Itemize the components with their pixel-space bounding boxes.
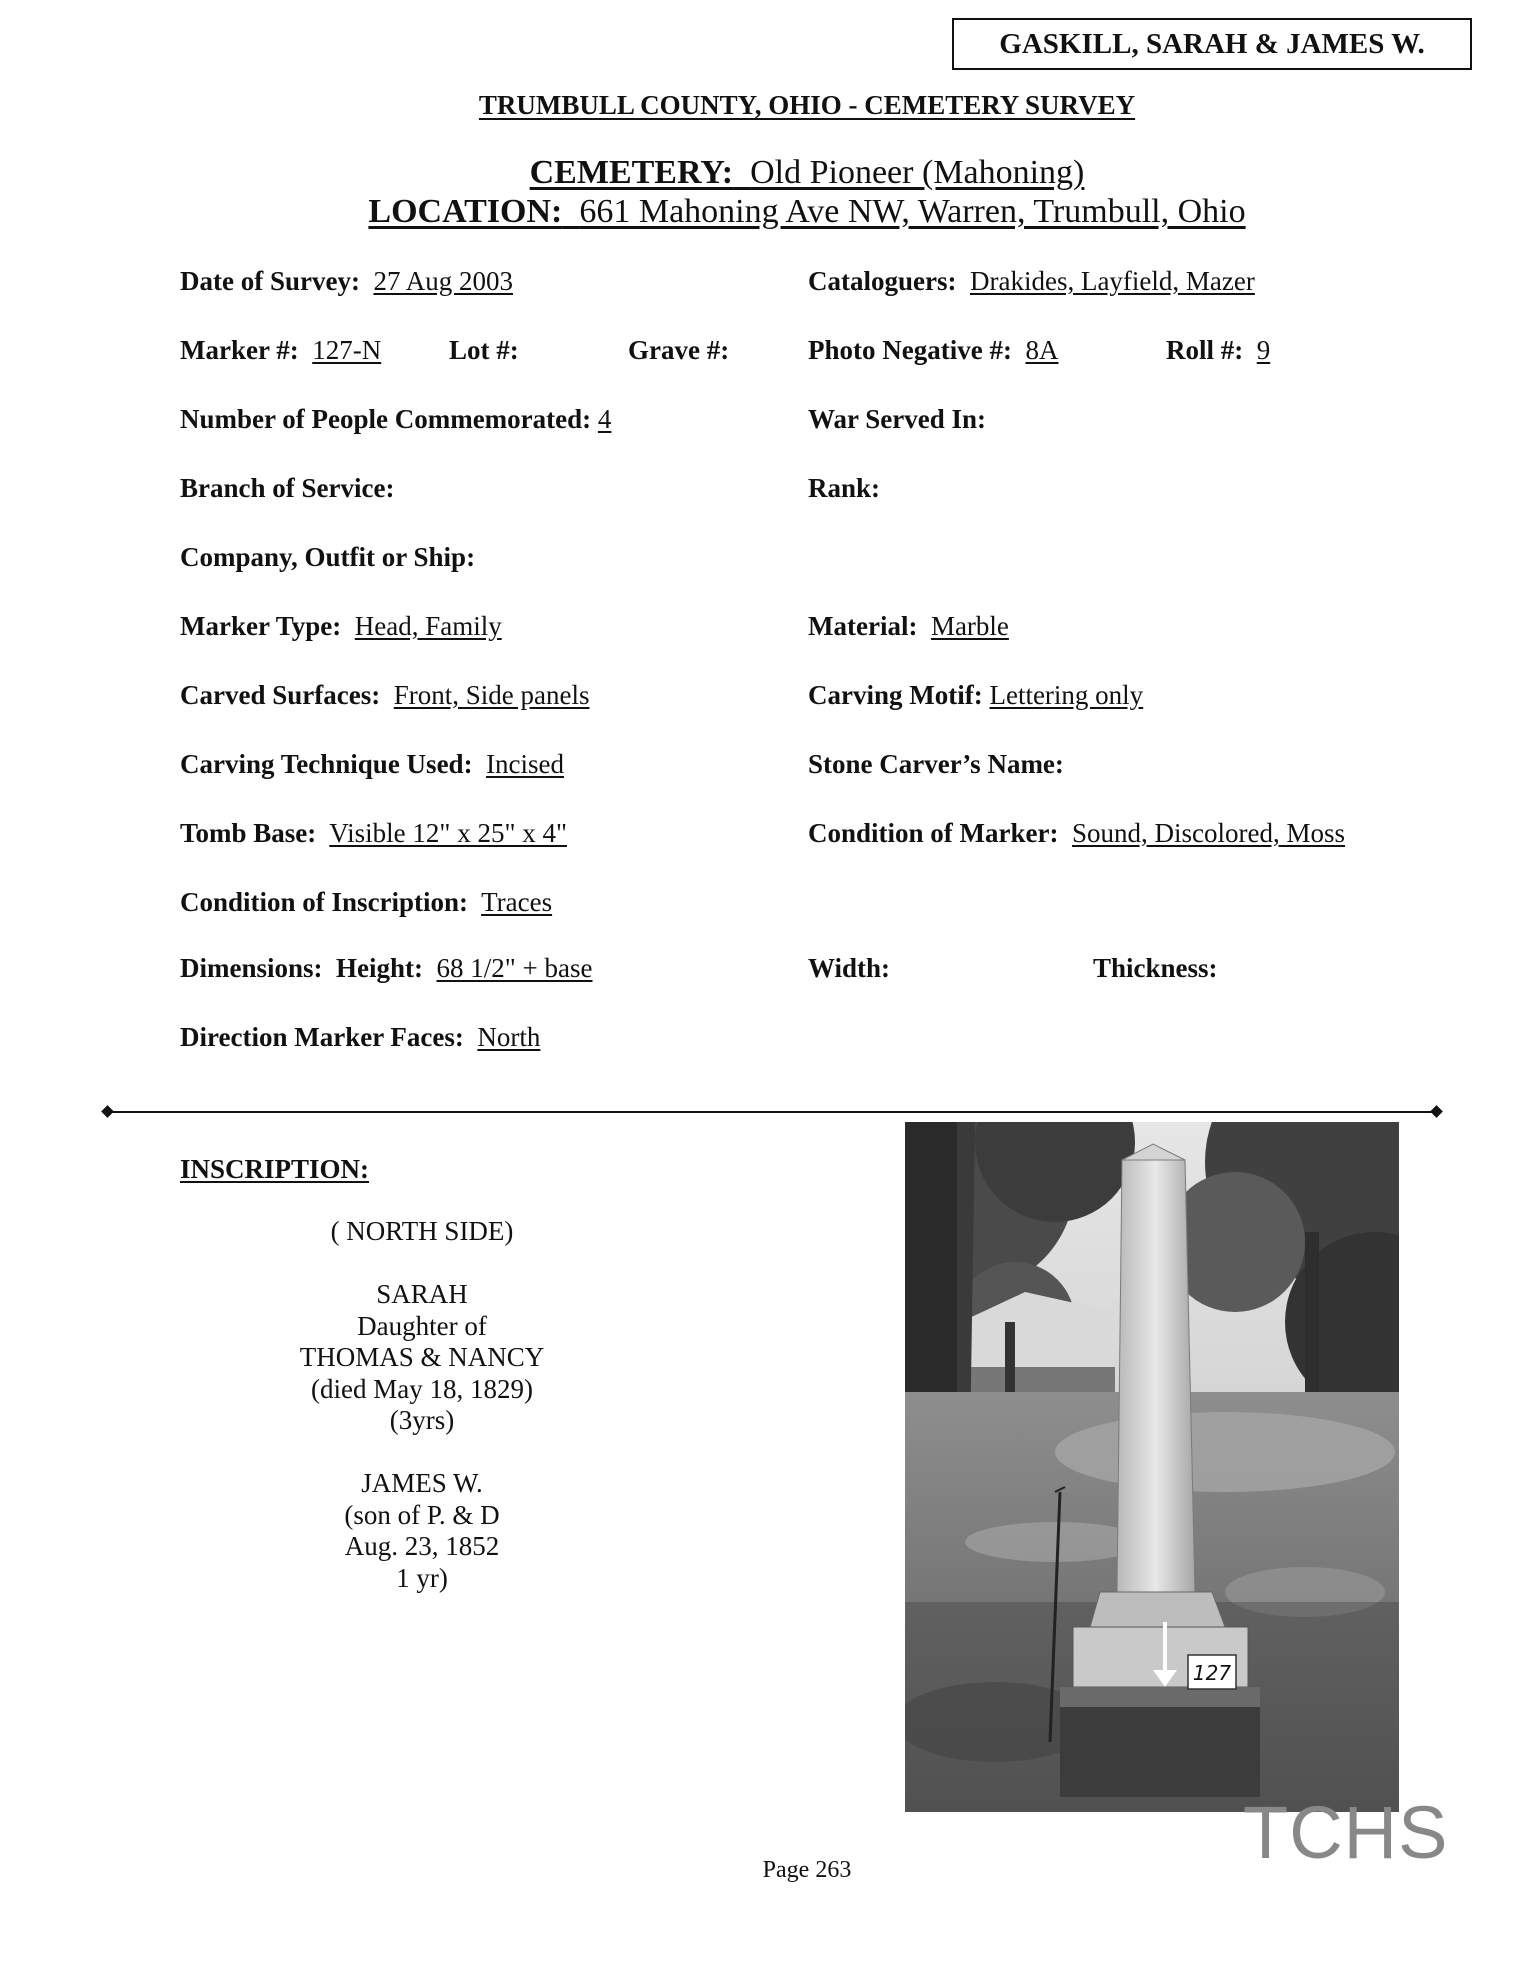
direction-label: Direction Marker Faces:	[180, 1022, 464, 1052]
direction-field	[180, 1022, 540, 1053]
carving-technique-value: Incised	[486, 749, 565, 779]
material-value: Marble	[930, 611, 1009, 641]
divider-diamond-left	[101, 1105, 114, 1118]
company-label: Company, Outfit or Ship:	[180, 542, 476, 572]
photo-negative-label: Photo Negative #:	[808, 335, 1012, 365]
photo-negative-value: 8A	[1025, 335, 1059, 365]
carving-motif-label: Carving Motif:	[808, 680, 983, 710]
condition-marker-label: Condition of Marker:	[808, 818, 1059, 848]
marker-number-field	[180, 335, 381, 366]
inscription-line	[222, 1437, 622, 1469]
people-commemorated-field	[180, 404, 611, 435]
marker-number-value: 127-N	[312, 335, 382, 365]
inscription-heading: INSCRIPTION:	[180, 1154, 370, 1184]
thickness-label: Thickness:	[1093, 953, 1218, 983]
marker-type-field	[180, 611, 502, 642]
divider-diamond-right	[1430, 1105, 1443, 1118]
location-line	[0, 193, 1536, 231]
carving-technique-label: Carving Technique Used:	[180, 749, 473, 779]
tomb-base-field	[180, 818, 567, 849]
inscription-line: THOMAS & NANCY	[299, 1342, 545, 1372]
marker-type-value: Head, Family	[354, 611, 502, 641]
marker-type-label: Marker Type:	[180, 611, 342, 641]
record-name: GASKILL, SARAH & JAMES W.	[999, 27, 1425, 60]
carving-motif-field	[808, 680, 1143, 711]
carved-surfaces-field	[180, 680, 589, 711]
tchs-watermark: TCHS	[1243, 1791, 1449, 1874]
roll-number-field	[1166, 335, 1270, 366]
inscription-line: (3yrs)	[389, 1405, 455, 1435]
roll-number-label: Roll #:	[1166, 335, 1244, 365]
carving-technique-field	[180, 749, 564, 780]
carved-surfaces-label: Carved Surfaces:	[180, 680, 381, 710]
page-number: Page 263	[762, 1857, 852, 1883]
inscription-line: Daughter of	[357, 1310, 487, 1341]
cemetery-line	[0, 154, 1536, 192]
marker-tag-number: 127	[1192, 1661, 1232, 1685]
carving-motif-value: Lettering only	[989, 680, 1144, 710]
record-name-box	[952, 18, 1472, 70]
tomb-base-label: Tomb Base:	[180, 818, 317, 848]
inscription-line: Aug. 23, 1852	[344, 1531, 500, 1561]
condition-marker-value: Sound, Discolored, Moss	[1071, 818, 1345, 848]
grave-number-label: Grave #:	[628, 335, 730, 365]
photo-negative-field	[808, 335, 1058, 366]
material-field	[808, 611, 1009, 642]
date-of-survey-value: 27 Aug 2003	[373, 266, 513, 296]
condition-inscription-field	[180, 887, 552, 918]
people-commemorated-value: 4	[597, 404, 612, 434]
cataloguers-value: Drakides, Layfield, Mazer	[969, 266, 1255, 296]
inscription-line: ( NORTH SIDE)	[330, 1216, 514, 1246]
material-label: Material:	[808, 611, 918, 641]
dimensions-label: Dimensions:	[180, 953, 323, 983]
dimensions-field	[180, 953, 593, 984]
condition-inscription-label: Condition of Inscription:	[180, 887, 469, 917]
inscription-line: (died May 18, 1829)	[311, 1373, 533, 1404]
tomb-base-value: Visible 12" x 25" x 4"	[329, 818, 567, 848]
rank-label: Rank:	[808, 473, 881, 503]
cemetery-value: Old Pioneer (Mahoning)	[750, 154, 1085, 191]
roll-number-value: 9	[1256, 335, 1271, 365]
direction-value: North	[477, 1022, 541, 1052]
location-value: 661 Mahoning Ave NW, Warren, Trumbull, Ohio	[579, 193, 1246, 230]
war-served-label: War Served In:	[808, 404, 987, 434]
inscription-line: 1 yr)	[396, 1562, 448, 1593]
inscription-line: (son of P. & D	[344, 1499, 500, 1530]
date-of-survey-label: Date of Survey:	[180, 266, 360, 296]
date-of-survey-field	[180, 266, 513, 297]
condition-inscription-value: Traces	[481, 887, 553, 917]
marker-photo-graphic	[905, 1122, 1399, 1812]
cataloguers-label: Cataloguers:	[808, 266, 957, 296]
section-divider	[106, 1111, 1436, 1113]
inscription-line: JAMES W.	[361, 1468, 483, 1498]
marker-number-label: Marker #:	[180, 335, 299, 365]
cataloguers-field	[808, 266, 1255, 297]
carved-surfaces-value: Front, Side panels	[393, 680, 590, 710]
lot-number-label: Lot #:	[449, 335, 519, 365]
location-label: LOCATION:	[368, 193, 563, 230]
inscription-line	[222, 1248, 622, 1280]
people-commemorated-label: Number of People Commemorated:	[180, 404, 592, 434]
cemetery-label: CEMETERY:	[529, 154, 734, 191]
stone-carver-label: Stone Carver’s Name:	[808, 749, 1064, 779]
height-label: Height:	[336, 953, 424, 983]
inscription-line: SARAH	[376, 1279, 468, 1309]
height-value: 68 1/2" + base	[436, 953, 593, 983]
inscription-text	[222, 1216, 622, 1594]
marker-photo	[905, 1122, 1399, 1812]
condition-marker-field	[808, 818, 1345, 849]
width-label: Width:	[808, 953, 891, 983]
survey-title: TRUMBULL COUNTY, OHIO - CEMETERY SURVEY	[478, 90, 1136, 120]
branch-of-service-label: Branch of Service:	[180, 473, 395, 503]
